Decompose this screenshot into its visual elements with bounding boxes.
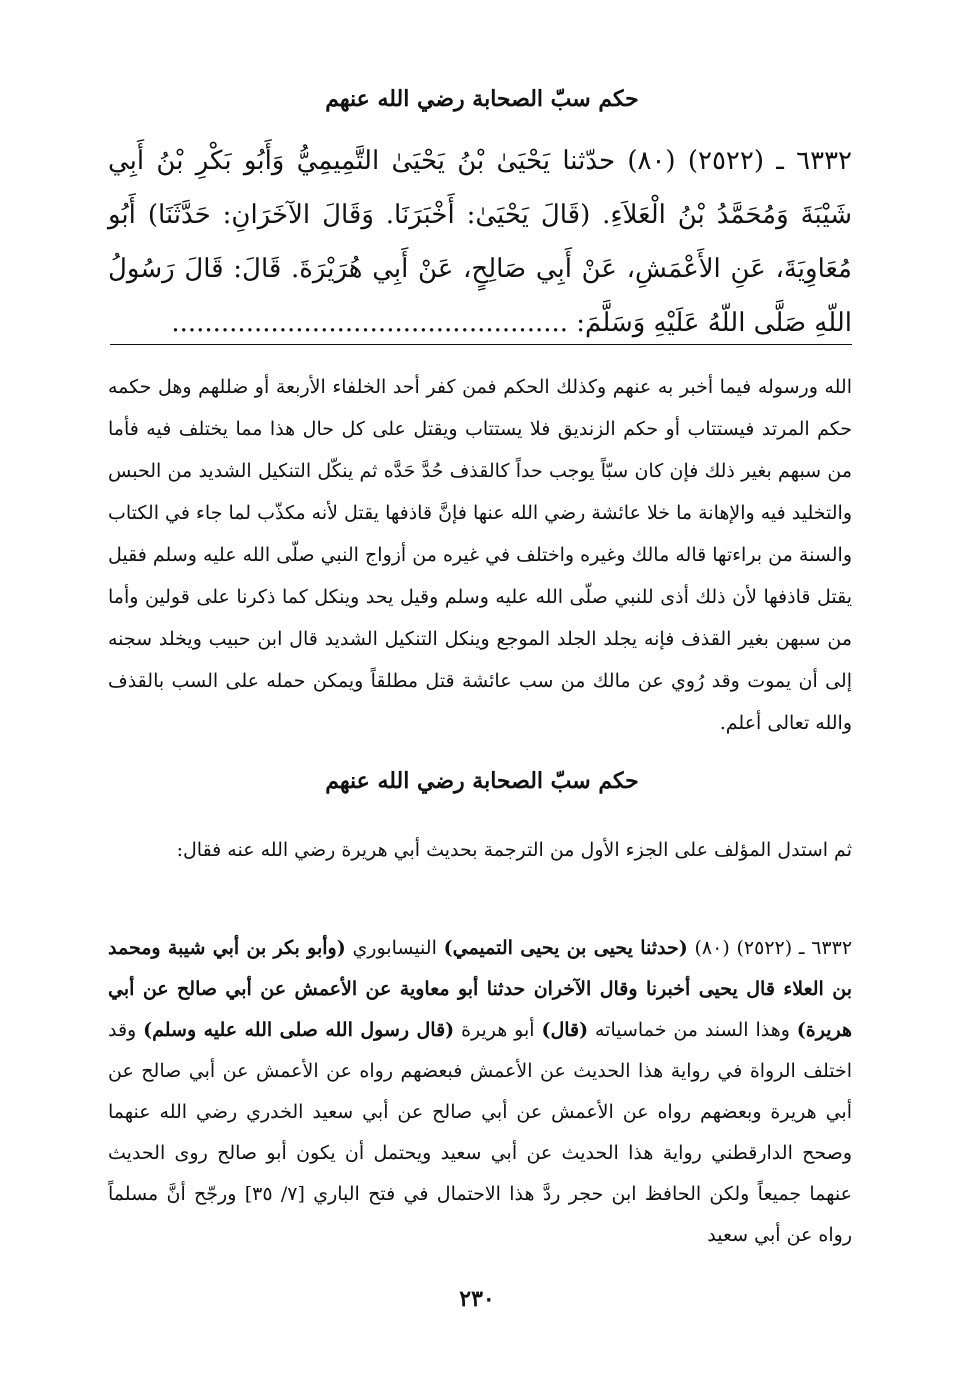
section-intro: ثم استدل المؤلف على الجزء الأول من الترجمة بحديث أبي هريرة رضي الله عنه فقال:: [176, 839, 852, 861]
page-number: ٢٣٠: [459, 1286, 495, 1312]
explanation-text-4: وقد اختلف الرواة في رواية هذا الحديث عن الأعمش فبعضهم رواه عن الأعمش عن أبي صالح عن أبي هريرة وبعضهم رواه عن الأعمش عن أبي صالح عن أبي سعيد الخدري رضي الله عنهما وصحح الدارقطني رواية هذا الحديث عن أبي سعيد ويحتمل أن يكون أبو صالح روى الحديث عنهما جميعاً ولكن الحافظ ابن حجر ردَّ هذا الاحتمال في فتح الباري [٧/ ٣٥] ورجّح أنَّ مسلماً رواه عن أبي سعيد: [108, 1019, 852, 1246]
prophet-said: (قال رسول الله صلى الله عليه وسلم): [143, 1019, 455, 1041]
hadith-dots: ................................................: [171, 308, 569, 338]
narrator-chain-1: (حدثنا يحيى بن يحيى التميمي): [443, 937, 688, 959]
explanation-text-2: وهذا السند من خماسياته: [595, 1019, 790, 1041]
page-header-title: حكم سبّ الصحابة رضي الله عنهم: [325, 86, 639, 112]
hadith-number: ٦٣٣٢ ـ (٢٥٢٢) (٨٠): [694, 937, 853, 959]
explanation-text-1: النيسابوري: [352, 937, 437, 959]
hadith-main: ٦٣٣٢ ـ (٢٥٢٢) (٨٠) حدّثنا يَحْيَىٰ بْنُ يَحْيَىٰ التَّمِيمِيُّ وَأَبُو بَكْرِ بْنُ أَبِي شَيْبَةَ وَمُحَمَّدُ بْنُ الْعَلاَءِ. (قَالَ يَحْيَىٰ: أَخْبَرَنَا. وَقَالَ الآخَرَانِ: حَدَّثَنَا) أَبُو مُعَاوِيَةَ، عَنِ الأَعْمَشِ، عَنْ أَبِي صَالِحٍ، عَنْ أَبِي هُرَيْرَةَ. قَالَ: قَالَ رَسُولُ اللّهِ صَلَّى اللّهُ عَلَيْهِ وَسَلَّمَ:: [108, 146, 852, 338]
narrator-said: (قال): [541, 1019, 589, 1041]
narrator-chain-2: (وأبو بكر بن أبي شيبة ومحمد بن العلاء قال يحيى أخبرنا وقال الآخران حدثنا أبو معاوية عن الأعمش عن أبي صالح عن أبي هريرة): [108, 937, 853, 1041]
footnote-divider: [110, 344, 852, 345]
commentary-paragraph: الله ورسوله فيما أخبر به عنهم وكذلك الحكم فمن كفر أحد الخلفاء الأربعة أو ضللهم وهل حكمه حكم المرتد فيستتاب أو حكم الزنديق فلا يستتاب ويقتل على كل حال هذا مما يختلف فيه فأما من سبهم بغير ذلك فإن كان سبّاً يوجب حداً كالقذف حُدَّ حَدَّه ثم ينكّل التنكيل الشديد من الحبس والتخليد فيه والإهانة ما خلا عائشة رضي الله عنها فإنَّ قاذفها يقتل لأنه مكذّب لما جاء في الكتاب والسنة من براءتها قاله مالك وغيره واختلف في غيره من أزواج النبي صلّى الله عليه وسلم فقيل يقتل قاذفها لأن ذلك أذى للنبي صلّى الله عليه وسلم وقيل يحد وينكل كما ذكرنا على قولين وأما من سبهن بغير القذف فإنه يجلد الجلد الموجع وينكل التنكيل الشديد قال ابن حبيب ويخلد سجنه إلى أن يموت وقد رُوي عن مالك من سب عائشة قتل مطلقاً ويمكن حمله على السب بالقذف والله تعالى أعلم.: [108, 376, 852, 734]
hadith-explanation: [108, 928, 852, 1256]
explanation-text-3: أبو هريرة: [461, 1019, 535, 1041]
section-title: حكم سبّ الصحابة رضي الله عنهم: [325, 768, 639, 794]
hadith-text: [108, 134, 852, 350]
